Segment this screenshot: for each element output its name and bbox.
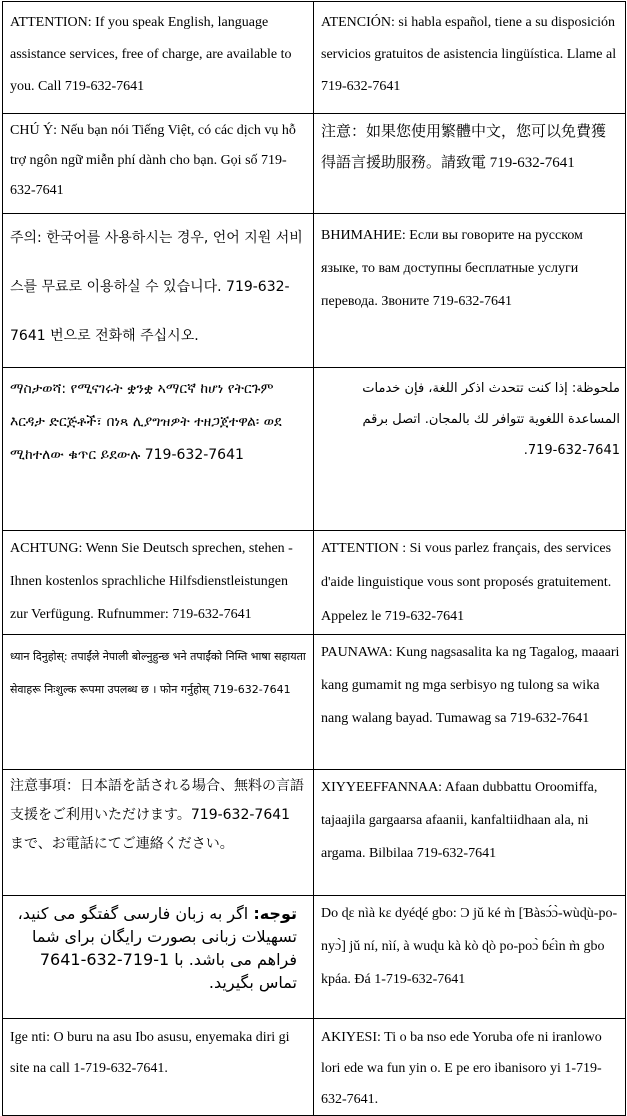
notice-arabic-text: ملحوظة: إذا كنت تتحدث اذكر اللغة، فإن خدمات المساعدة اللغوية تتوافر لك بالمجان. اتصل برقم 7641-632-719. xyxy=(362,381,620,458)
language-assistance-table xyxy=(2,1,626,1116)
notice-oromo-text: XIYYEEFFANNAA: Afaan dubbattu Oroomiffa, tajaajila gargaarsa afaanii, kanfaltiidhaan ala, ni argama. Bilbilaa 719-632-7641 xyxy=(321,780,598,861)
table-row xyxy=(3,368,626,531)
notice-nepali-text: ध्यान दिनुहोस्: तपाईंले नेपाली बोल्नुहुन्छ भने तपाईंको निम्ति भाषा सहायता सेवाहरू निःशुल्क रूपमा उपलब्ध छ । फोन गर्नुहोस् 719-632-7641 xyxy=(10,650,306,696)
notice-vietnamese-cell xyxy=(3,114,314,214)
table-row xyxy=(3,1019,626,1116)
notice-french-cell xyxy=(314,531,626,635)
notice-farsi-cell xyxy=(3,896,314,1019)
notice-french-text: ATTENTION : Si vous parlez français, des services d'aide linguistique vous sont proposés gratuitement. Appelez le 719-632-7641 xyxy=(321,541,612,624)
notice-vietnamese-text: CHÚ Ý: Nếu bạn nói Tiếng Việt, có các dịch vụ hỗ trợ ngôn ngữ miễn phí dành cho bạn. Gọi số 719-632-7641 xyxy=(10,123,296,198)
notice-arabic-cell xyxy=(314,368,626,531)
notice-igbo-cell xyxy=(3,1019,314,1116)
notice-igbo-text: Ige nti: O buru na asu Ibo asusu, enyemaka diri gi site na call 1-719-632-7641. xyxy=(10,1030,290,1076)
table-row xyxy=(3,635,626,770)
notice-yoruba-cell xyxy=(314,1019,626,1116)
table-row xyxy=(3,2,626,114)
notice-nepali-cell xyxy=(3,635,314,770)
notice-amharic-cell xyxy=(3,368,314,531)
notice-korean-cell xyxy=(3,214,314,368)
notice-english-text: ATTENTION: If you speak English, language assistance services, free of charge, are available to you. Call 719-632-7641 xyxy=(10,15,292,94)
notice-farsi-body: اگر به زبان فارسی گفتگو می کنید، تسهیلات زبانی بصورت رایگان برای شما فراهم می باشد. با 1-719-632-7641 تماس بگیرید. xyxy=(17,904,297,992)
notice-german-cell xyxy=(3,531,314,635)
notice-chinese-text: 注意：如果您使用繁體中文，您可以免費獲得語言援助服務。請致電 719-632-7641 xyxy=(321,124,607,171)
notice-russian-text: ВНИМАНИЕ: Если вы говорите на русском языке, то вам доступны бесплатные услуги перевода. Звоните 719-632-7641 xyxy=(321,228,583,309)
notice-tagalog-cell xyxy=(314,635,626,770)
notice-amharic-text: ማስታወሻ: የሚናገሩት ቋንቋ ኣማርኛ ከሆነ የትርጉም እርዳታ ድርጅቶች፣ በነጻ ሊያግዝዎት ተዘጋጀተዋል፡ ወደ ሚከተለው ቁጥር ይደውሉ 719-632-7641 xyxy=(10,381,282,463)
notice-japanese-cell xyxy=(3,770,314,896)
notice-yoruba-text: AKIYESI: Ti o ba nso ede Yoruba ofe ni iranlowo lori ede wa fun yin o. E pe ero ibanisoro yi 1-719-632-7641. xyxy=(321,1030,602,1107)
table-row xyxy=(3,770,626,896)
notice-kru-cell xyxy=(314,896,626,1019)
notice-spanish-cell xyxy=(314,2,626,114)
table-row xyxy=(3,531,626,635)
notice-english-cell xyxy=(3,2,314,114)
notice-chinese-cell xyxy=(314,114,626,214)
notice-tagalog-text: PAUNAWA: Kung nagsasalita ka ng Tagalog, maaari kang gumamit ng mga serbisyo ng tulong sa wika nang walang bayad. Tumawag sa 719-632-7641 xyxy=(321,645,620,726)
notice-spanish-text: ATENCIÓN: si habla español, tiene a su disposición servicios gratuitos de asistencia lingüística. Llame al 719-632-7641 xyxy=(321,15,617,94)
notice-oromo-cell xyxy=(314,770,626,896)
notice-russian-cell xyxy=(314,214,626,368)
table-row xyxy=(3,214,626,368)
table-row xyxy=(3,114,626,214)
notice-kru-text: Do ɖɛ nìà kɛ dyéɖé gbo: Ɔ jǔ ké m̀ [Ɓàsɔ́ɔ̀-wùɖù-po-nyɔ̀] jǔ ní, nìí, à wuɖu kà kò ɖò po-poɔ̀ ɓɛ́ìn m̀ gbo kpáa. Ɖá 1-719-632-7641 xyxy=(321,906,618,987)
notice-german-text: ACHTUNG: Wenn Sie Deutsch sprechen, stehen -Ihnen kostenlos sprachliche Hilfsdienstleistungen zur Verfügung. Rufnummer: 719-632-7641 xyxy=(10,541,293,622)
table-row xyxy=(3,896,626,1019)
notice-korean-text: 주의: 한국어를 사용하시는 경우, 언어 지원 서비스를 무료로 이용하실 수 있습니다. 719-632-7641 번으로 전화해 주십시오. xyxy=(10,230,303,344)
notice-farsi-label: توجه: xyxy=(253,904,297,923)
notice-farsi-text xyxy=(3,896,313,994)
notice-japanese-text: 注意事項：日本語を話される場合、無料の言語支援をご利用いただけます。719-632-7641 まで、お電話にてご連絡ください。 xyxy=(10,778,304,852)
